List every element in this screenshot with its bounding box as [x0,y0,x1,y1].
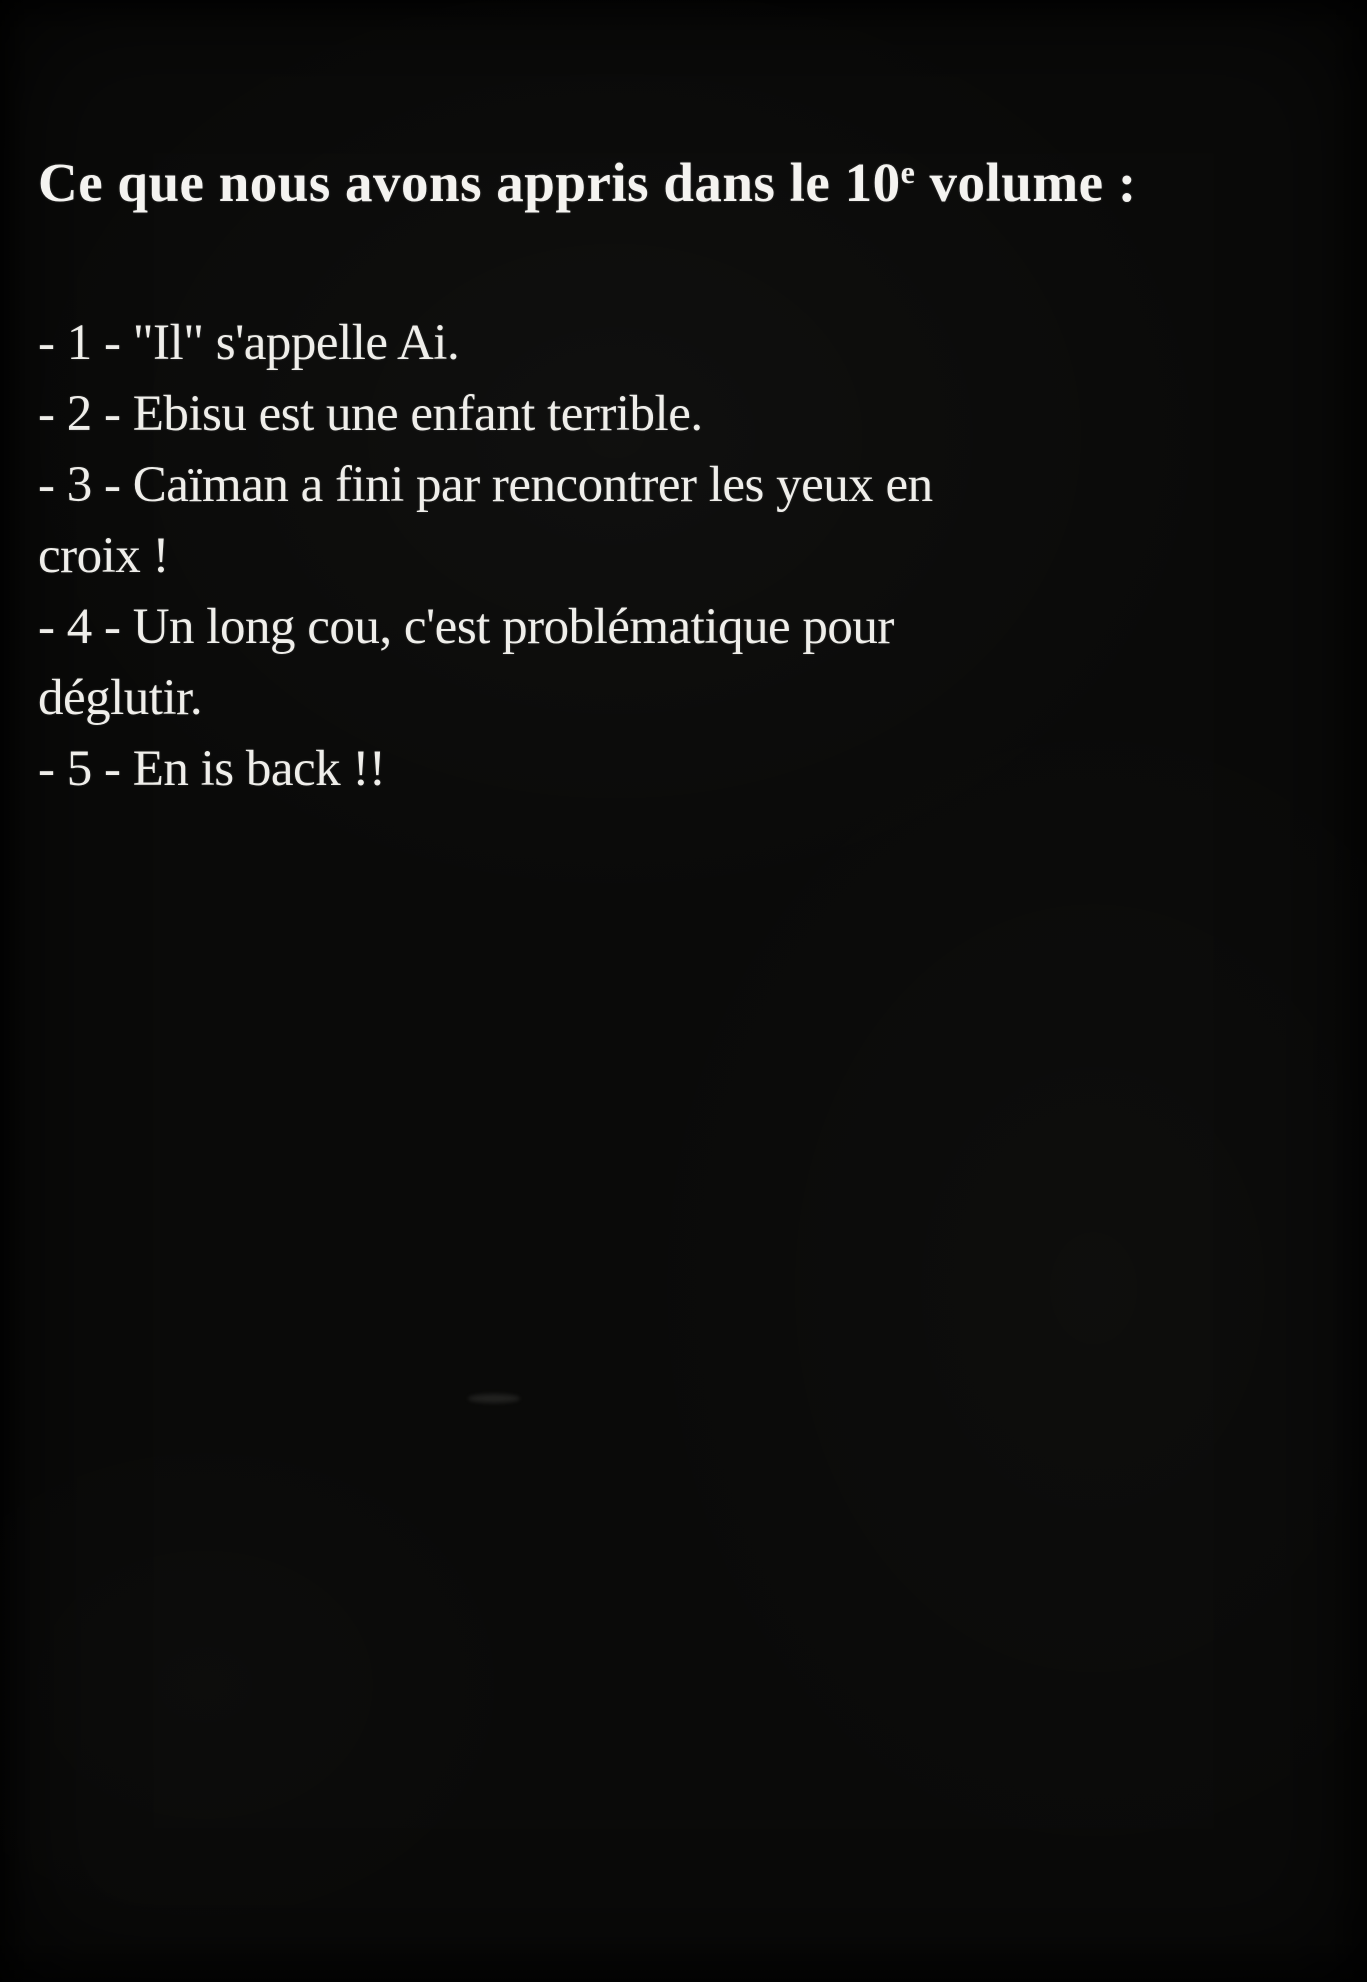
page-content [0,0,1367,805]
page-title-superscript: e [900,155,916,190]
page-title-text: Ce que nous avons appris dans le 10 [38,152,901,213]
list-item: - 5 - En is back !! [38,741,386,797]
list-item: - 1 - "Il" s'appelle Ai. [38,315,460,371]
scan-smudge [468,1394,520,1403]
list-item: - 4 - Un long cou, c'est problématique pour déglutir. [38,599,894,726]
list-item: - 3 - Caïman a fini par rencontrer les yeux en croix ! [38,457,933,584]
page-title [38,146,1327,220]
recap-list [38,308,983,805]
page-title-suffix: volume : [915,152,1137,213]
list-item: - 2 - Ebisu est une enfant terrible. [38,386,703,442]
